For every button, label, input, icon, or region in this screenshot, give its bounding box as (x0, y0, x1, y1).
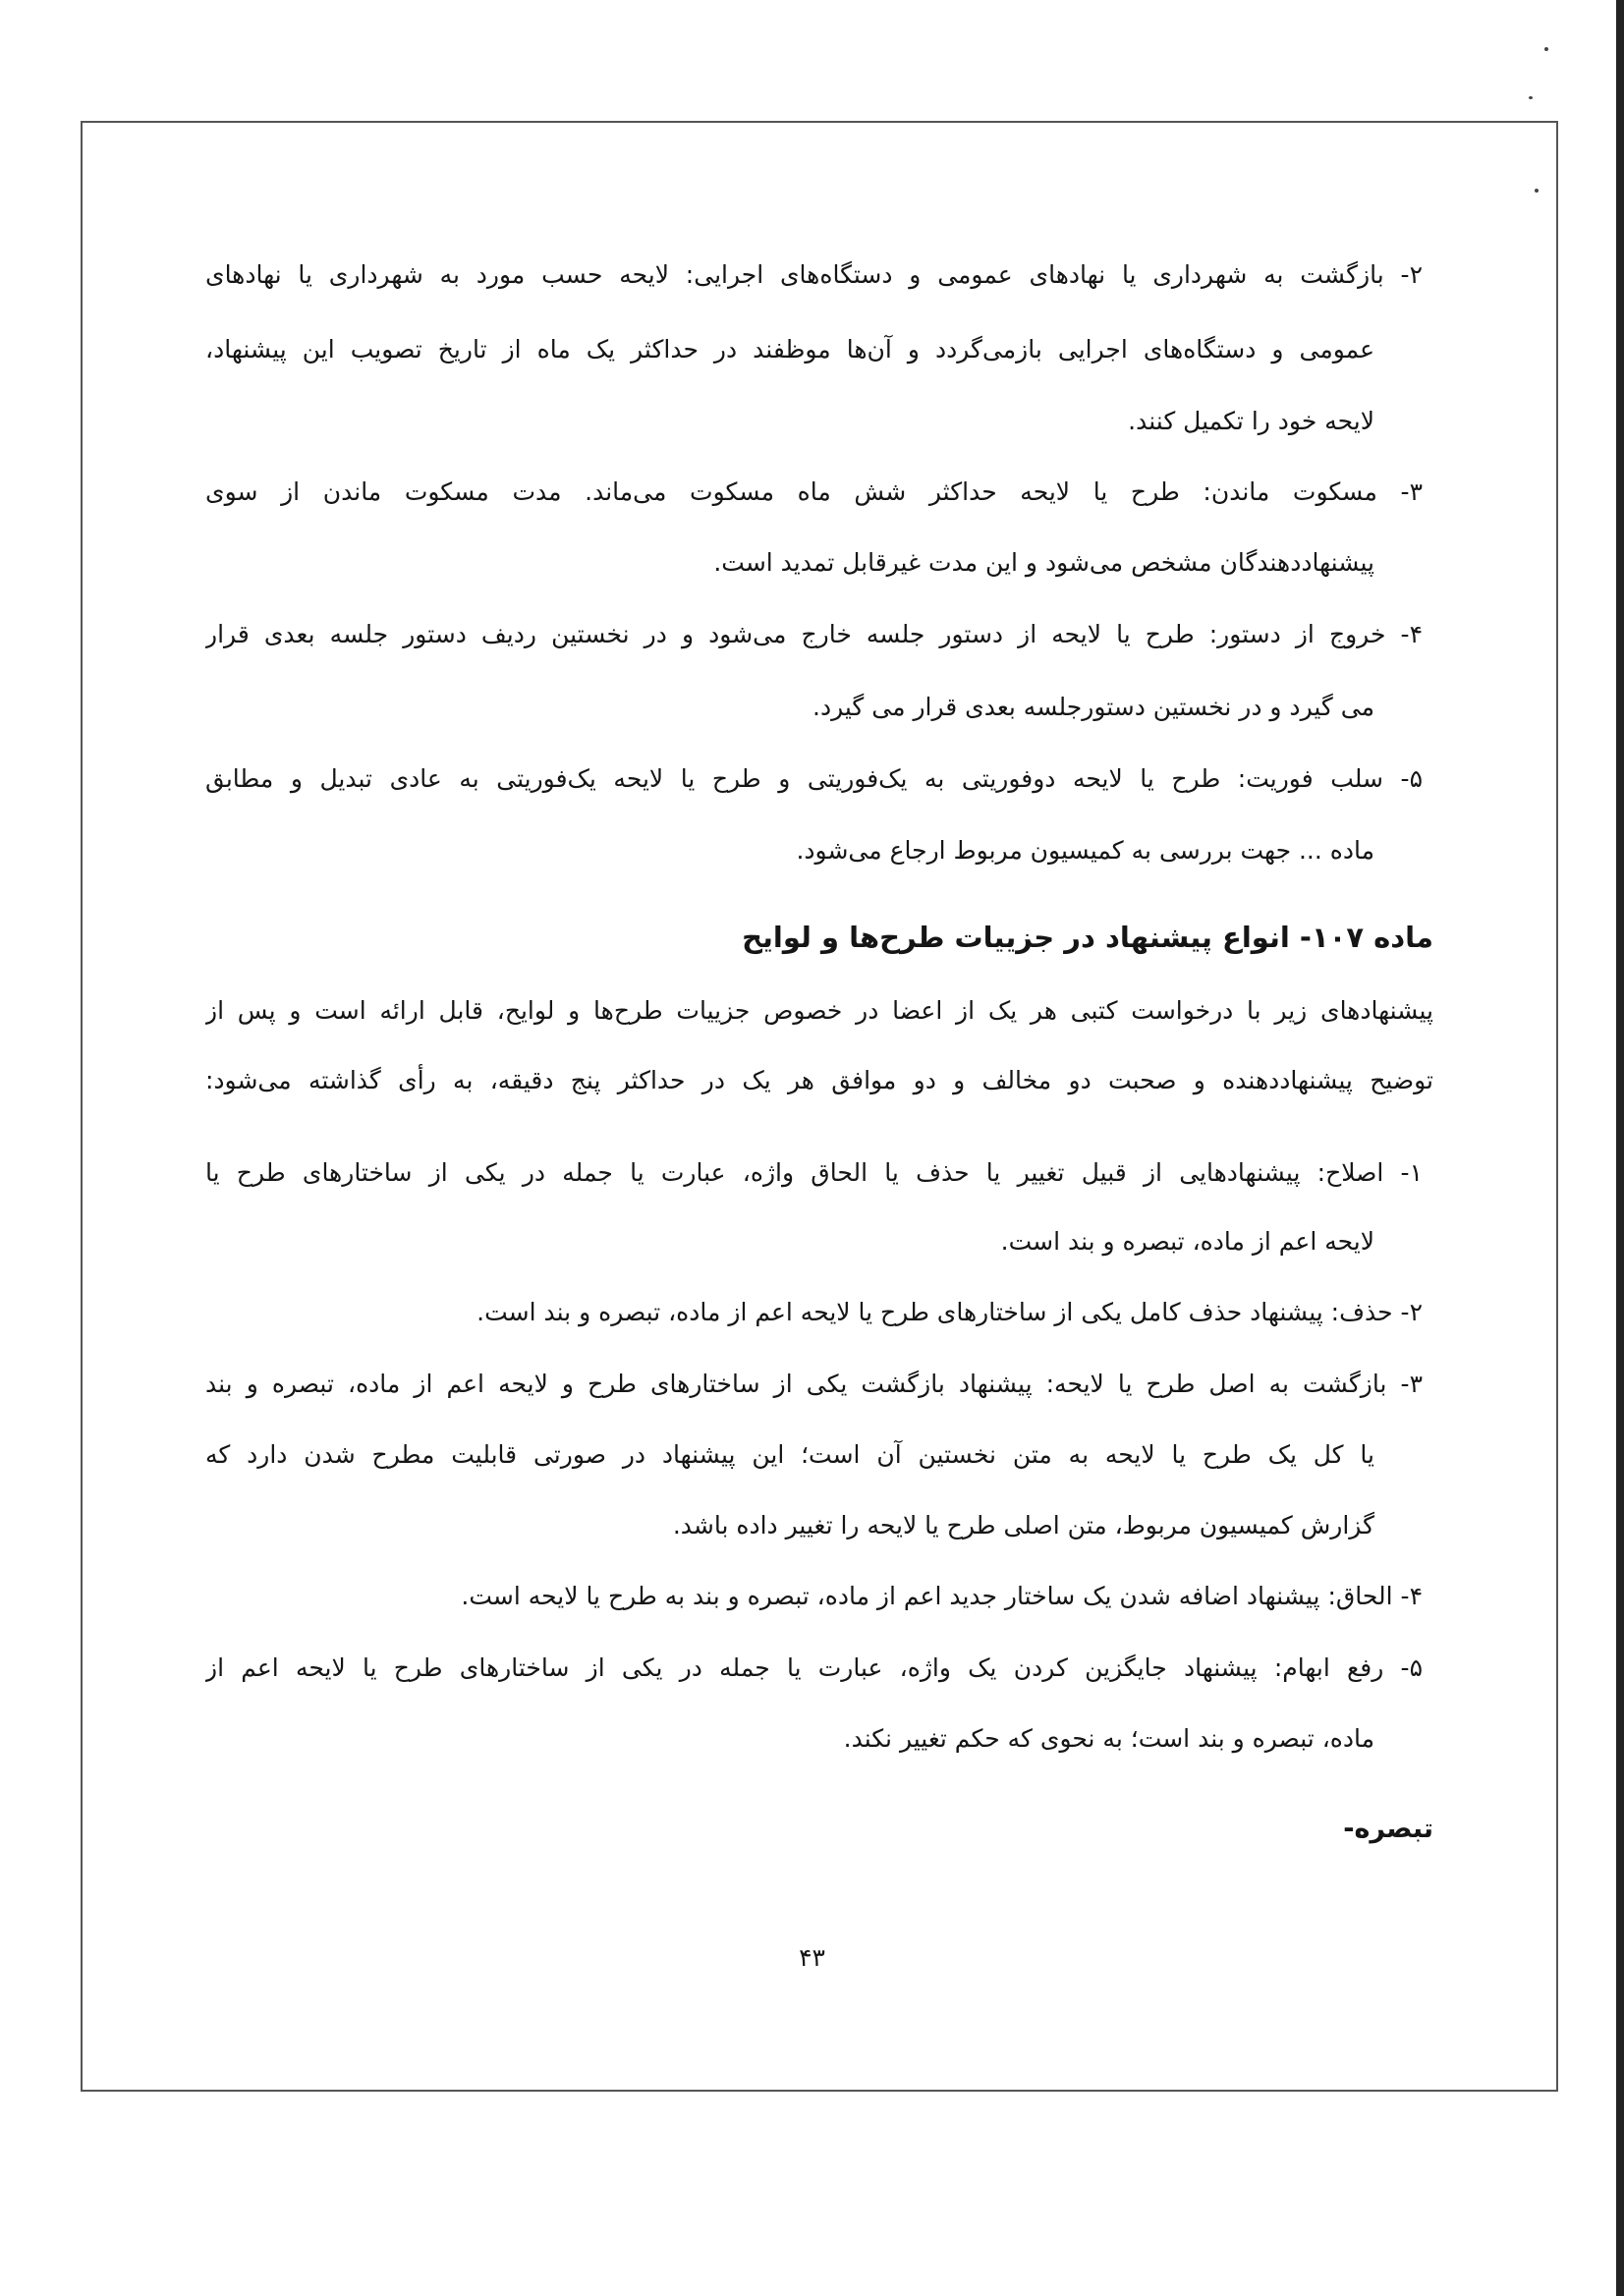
list-item-line: عمومی و دستگاه‌های اجرایی بازمی‌گردد و آن‌ها موظفند در حداکثر یک ماه از تاریخ تصویب این پیشنهاد، (205, 335, 1374, 364)
page-number: ۴۳ (799, 1943, 825, 1972)
list-item-line: ماده ... جهت بررسی به کمیسیون مربوط ارجاع می‌شود. (796, 836, 1374, 865)
list-item-line: ۲- بازگشت به شهرداری یا نهادهای عمومی و دستگاه‌های اجرایی: لایحه حسب مورد به شهرداری یا نهادهای (205, 260, 1423, 289)
list-item-line: لایحه خود را تکمیل کنند. (1128, 407, 1374, 435)
list-item-line: یا کل یک طرح یا لایحه به متن نخستین آن است؛ این پیشنهاد در صورتی قابلیت مطرح شدن دارد که (205, 1440, 1374, 1469)
article-heading: ماده ۱۰۷- انواع پیشنهاد در جزییات طرح‌ها و لوایح (742, 921, 1433, 954)
list-item-line: ۲- حذف: پیشنهاد حذف کامل یکی از ساختارهای طرح یا لایحه اعم از ماده، تبصره و بند است. (476, 1298, 1423, 1326)
list-item-line: ماده، تبصره و بند است؛ به نحوی که حکم تغییر نکند. (843, 1724, 1374, 1753)
list-item-line: لایحه اعم از ماده، تبصره و بند است. (1000, 1227, 1374, 1256)
list-item-line: ۴- خروج از دستور: طرح یا لایحه از دستور جلسه خارج می‌شود و در نخستین ردیف دستور جلسه بعدی قرار (205, 620, 1423, 648)
list-item-line: ۵- رفع ابهام: پیشنهاد جایگزین کردن یک واژه، عبارت یا جمله در یکی از ساختارهای طرح یا لایحه اعم از (205, 1653, 1423, 1682)
scan-speck (1544, 47, 1548, 51)
list-item-line: ۵- سلب فوریت: طرح یا لایحه دوفوریتی به یک‌فوریتی و طرح یا لایحه یک‌فوریتی به عادی تبدیل و مطابق (205, 764, 1423, 793)
list-item-line: ۱- اصلاح: پیشنهادهایی از قبیل تغییر یا حذف یا الحاق واژه، عبارت یا جمله در یکی از ساختارهای طرح یا (205, 1158, 1423, 1187)
scan-speck (1529, 96, 1533, 99)
article-intro-line: پیشنهادهای زیر با درخواست کتبی هر یک از اعضا در خصوص جزییات طرح‌ها و لوایح، قابل ارائه است و پس از (205, 996, 1433, 1025)
list-item-line: گزارش کمیسیون مربوط، متن اصلی طرح یا لایحه را تغییر داده باشد. (672, 1511, 1374, 1540)
list-item-line: می گیرد و در نخستین دستورجلسه بعدی قرار می گیرد. (812, 693, 1374, 721)
note-label: تبصره- (1343, 1814, 1433, 1844)
list-item-line: ۴- الحاق: پیشنهاد اضافه شدن یک ساختار جدید اعم از ماده، تبصره و بند به طرح یا لایحه است. (461, 1582, 1423, 1610)
article-intro-line: توضیح پیشنهاددهنده و صحبت دو مخالف و دو موافق هر یک در حداکثر پنج دقیقه، به رأی گذاشته می‌شود: (205, 1066, 1433, 1094)
list-item-line: ۳- مسکوت ماندن: طرح یا لایحه حداکثر شش ماه مسکوت می‌ماند. مدت مسکوت ماندن از سوی (205, 477, 1423, 506)
list-item-line: ۳- بازگشت به اصل طرح یا لایحه: پیشنهاد بازگشت یکی از ساختارهای طرح و لایحه اعم از ماده، تبصره و بند (205, 1370, 1423, 1398)
list-item-line: پیشنهاددهندگان مشخص می‌شود و این مدت غیرقابل تمدید است. (713, 548, 1374, 577)
